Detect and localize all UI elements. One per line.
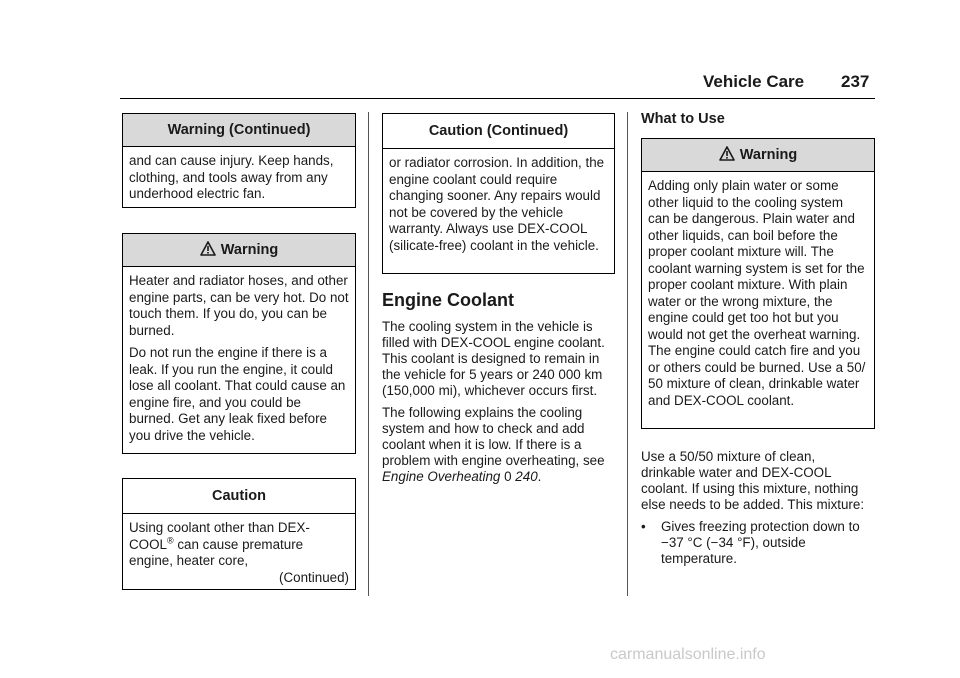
subheading-what-to-use: What to Use <box>641 111 725 127</box>
page-reference-icon: 0 <box>504 469 512 484</box>
caution-continued-title: Caution (Continued) <box>383 114 614 149</box>
what-to-use-paragraph: Use a 50/50 mixture of clean, drinkable water and DEX-COOL coolant. If using this mixture, nothing else needs to be added. This mixture: <box>641 449 865 512</box>
warning-box-hot-parts <box>122 233 356 454</box>
warning-triangle-icon <box>200 241 216 260</box>
warning-paragraph-2: Do not run the engine if there is a leak. If you run the engine, it could lose all coolant. That could cause an engine fire, and you could be burned. Get any leak fixed before you drive the vehicle. <box>129 345 346 443</box>
warning-box-plain-water <box>641 138 875 429</box>
engine-coolant-text <box>382 319 618 491</box>
warning-continued-box <box>122 113 356 208</box>
caution-title: Caution <box>123 479 355 514</box>
warning-title: Warning <box>739 147 798 163</box>
bullet-marker: • <box>641 519 646 534</box>
page-number: 237 <box>841 72 870 91</box>
warning-paragraph-1: Heater and radiator hoses, and other engine parts, can be very hot. Do not touch them. If you do, you can be burned. <box>129 273 349 338</box>
caution-continued-body: or radiator corrosion. In addition, the engine coolant could require changing sooner. Any repairs would not be covered by the vehicle warranty. Always use DEX-COOL (silicate-free) coolant in the vehicle. <box>389 155 605 253</box>
page-section-title: Vehicle Care <box>703 72 805 91</box>
column-divider-left <box>368 112 369 596</box>
cross-reference-page[interactable]: 240 <box>515 469 538 484</box>
caution-box-coolant <box>122 478 356 590</box>
list-item <box>641 519 873 567</box>
column-divider-right <box>627 112 628 596</box>
caution-text-start: Using coolant other than DEX-COOL <box>129 520 310 552</box>
what-to-use-text <box>641 449 873 567</box>
warning-box-header <box>642 139 874 172</box>
bullet-text: Gives freezing protection down to −37 °C (−34 °F), outside temperature. <box>661 519 860 566</box>
caution-body <box>123 514 355 592</box>
engine-coolant-paragraph-2: The following explains the cooling system and how to check and add coolant when it is low. If there is a problem with engine overheating, see Engine Overheating 0 240. <box>382 405 605 484</box>
section-title-engine-coolant: Engine Coolant <box>382 290 514 310</box>
caution-text-end: can cause premature engine, heater core, <box>129 536 304 568</box>
header-rule <box>120 98 875 99</box>
warning-triangle-icon <box>719 146 735 165</box>
watermark: carmanualsonline.info <box>610 646 766 663</box>
registered-trademark: ® <box>166 535 174 546</box>
warning-box-header <box>123 234 355 267</box>
engine-coolant-paragraph-1: The cooling system in the vehicle is filled with DEX-COOL engine coolant. This coolant is designed to remain in the vehicle for 5 years or 240 000 km (150,000 mi), whichever occurs first. <box>382 319 605 398</box>
warning-continued-title: Warning (Continued) <box>123 114 355 147</box>
caution-continued-box <box>382 113 615 274</box>
warning-body <box>123 267 355 450</box>
warning-body: Adding only plain water or some other liquid to the cooling system can be dangerous. Plain water and other liquids, can boil before the proper coolant mixture will. The coolant warning system is set for the proper coolant mixture. With plain water or the wrong mixture, the engine could get too hot but you would not get the overheat warning. The engine could catch fire and you or others could be burned. Use a 50/ 50 mixture of clean, drinkable water and DEX-COOL coolant. <box>648 178 866 408</box>
cross-reference-link[interactable]: Engine Overheating <box>382 469 501 484</box>
warning-continued-text: and can cause injury. Keep hands, clothing, and tools away from any underhood electric fan. <box>129 153 334 201</box>
continued-label: (Continued) <box>279 569 349 585</box>
warning-title: Warning <box>220 242 279 258</box>
